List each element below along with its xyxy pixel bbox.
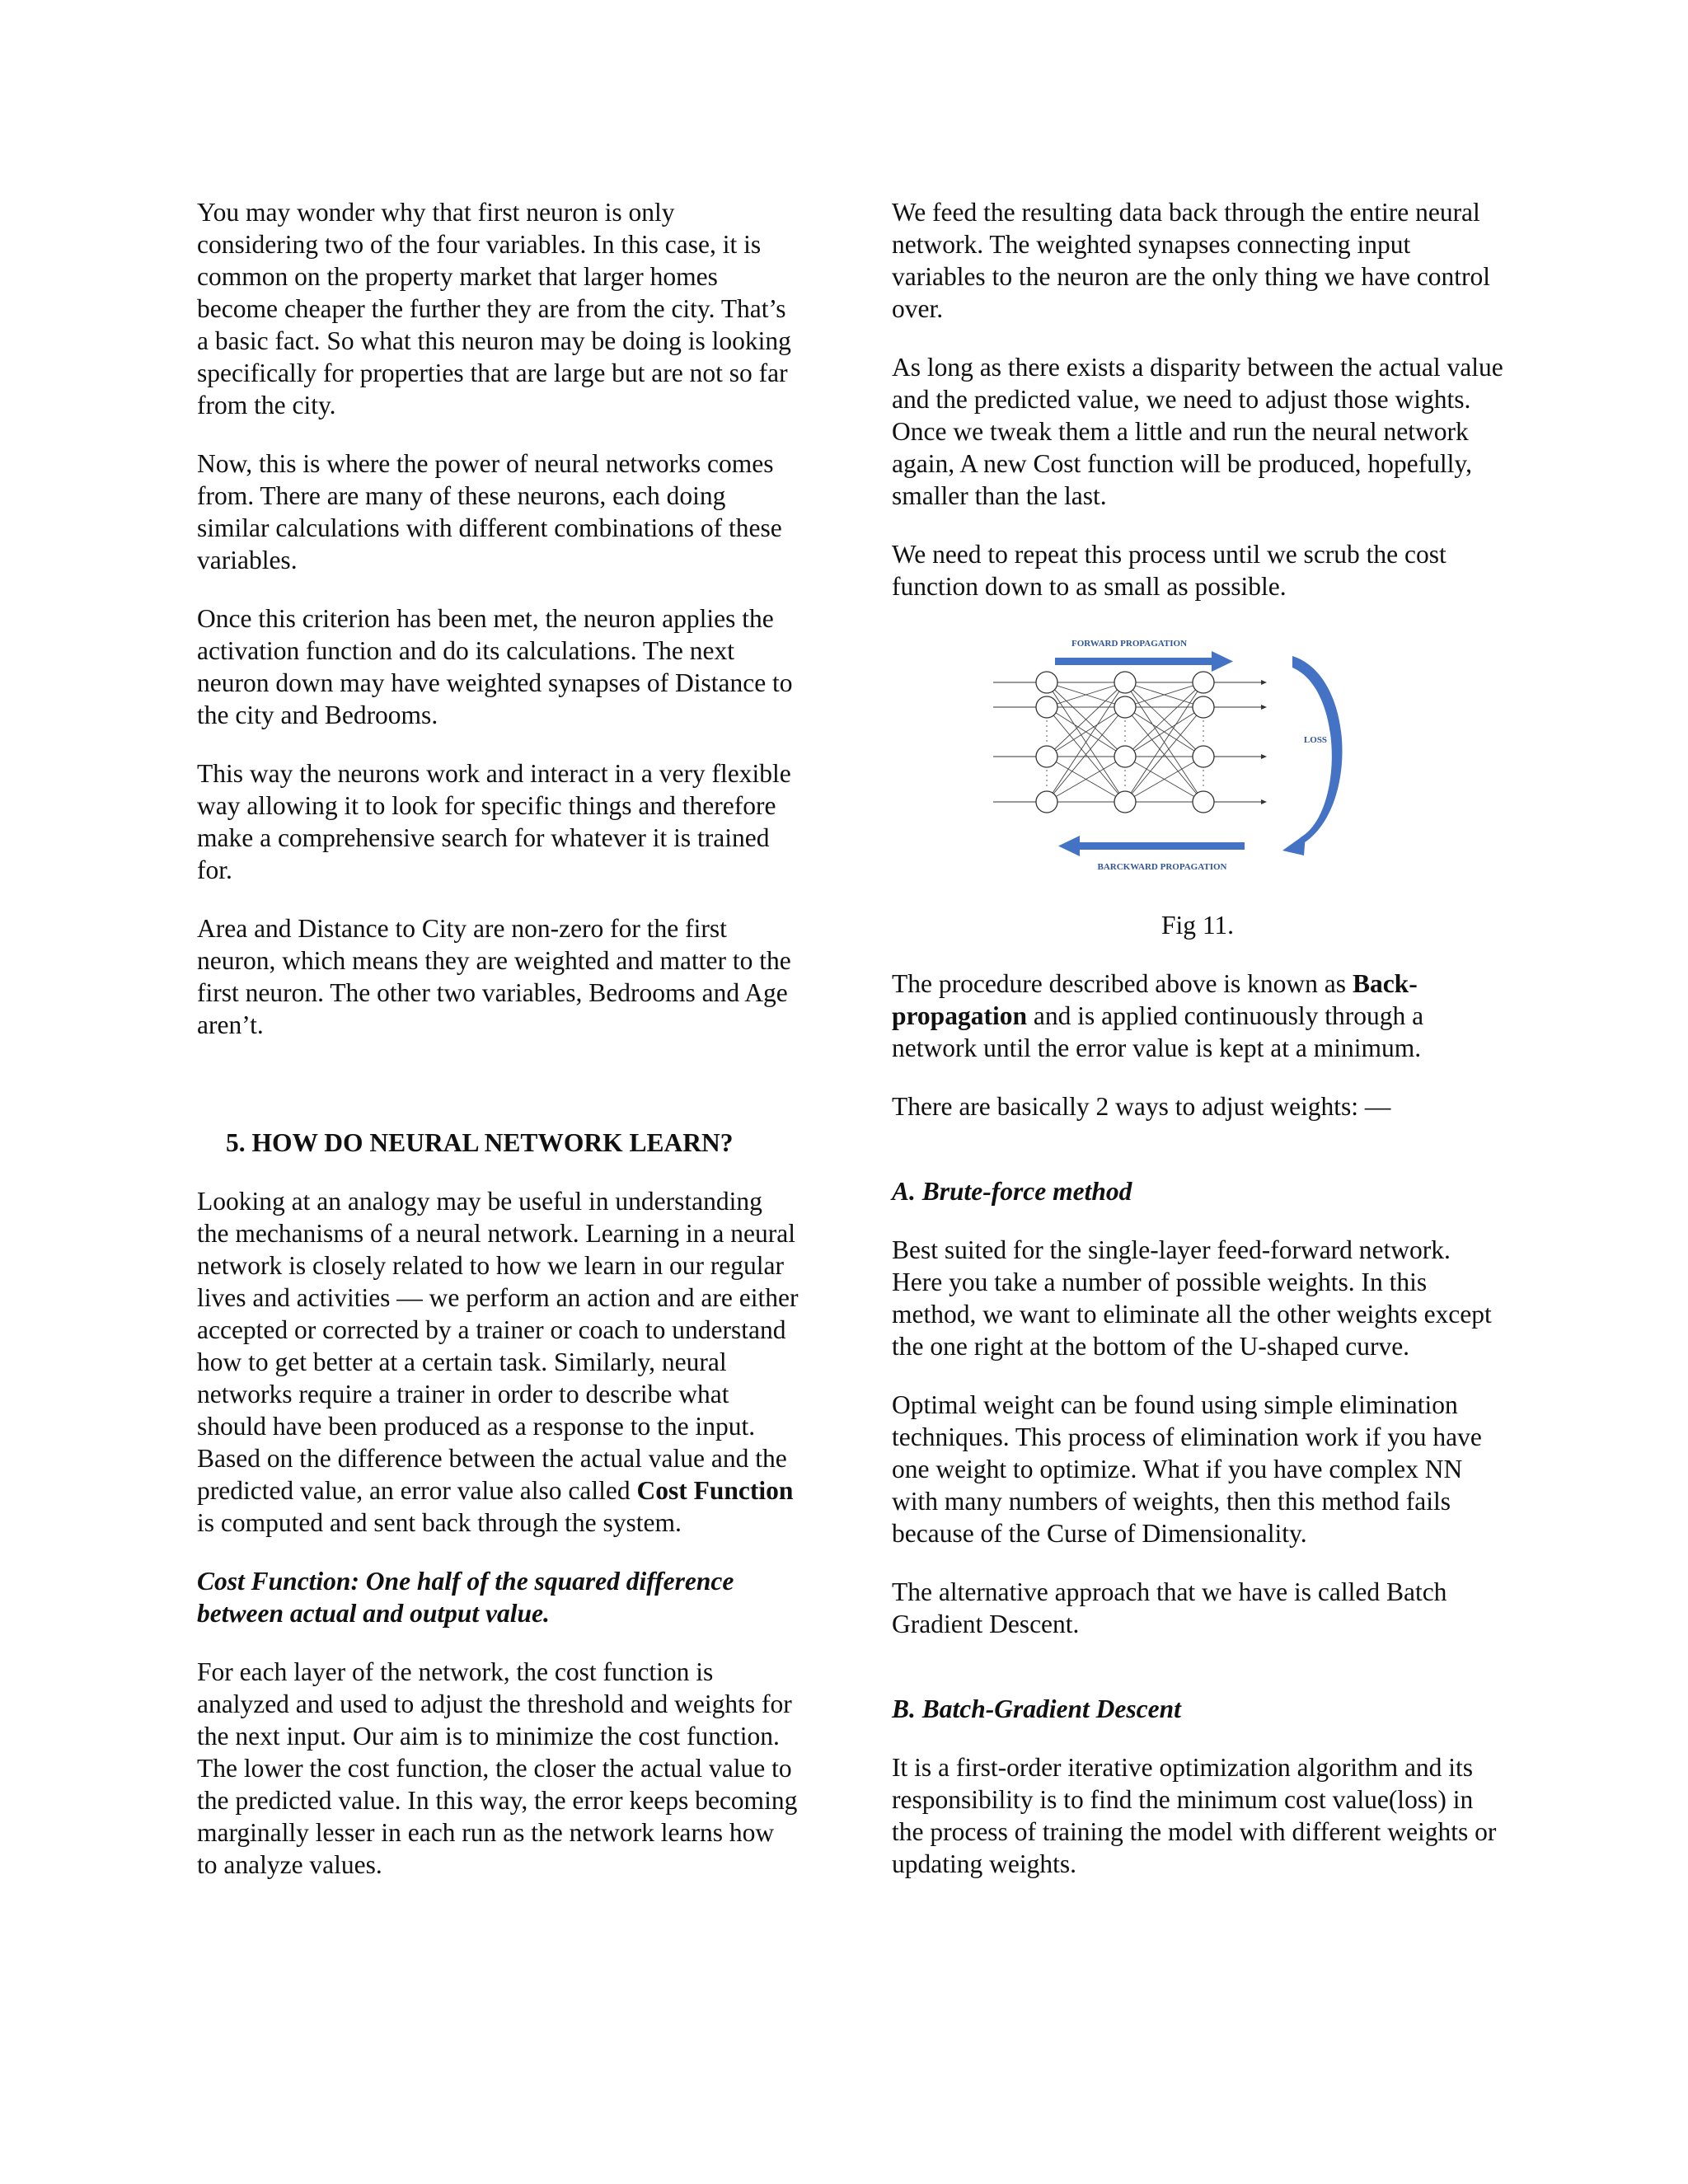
forward-propagation-label: FORWARD PROPAGATION [1071, 639, 1188, 649]
propagation-figure [989, 631, 1360, 879]
neuron [1193, 672, 1214, 693]
network-neurons [1036, 672, 1214, 813]
paragraph-neurons-interact: This way the neurons work and interact in a very flexible way allowing it to look for specific things and therefore make a comprehensive search for whatever it is trained for. [197, 759, 791, 884]
backward-propagation-label: BARCKWARD PROPAGATION [1097, 862, 1227, 872]
neuron [1114, 696, 1136, 718]
backprop-text-2: and is applied continuously through a network until the error value is kept at a minimum. [892, 1001, 1424, 1062]
backprop-text-1: The procedure described above is known as [892, 969, 1353, 998]
figure-caption: Fig 11. [1160, 911, 1235, 940]
right-column [892, 196, 1503, 1880]
output-arrowhead [1261, 680, 1267, 685]
neuron [1193, 696, 1214, 718]
section-heading-how-learn: 5. HOW DO NEURAL NETWORK LEARN? [226, 1128, 734, 1157]
cost-function-term: Cost Function [636, 1476, 794, 1505]
paragraph-power-of-networks: Now, this is where the power of neural networks comes from. There are many of these neurons, each doing similar calculations with different combinations of these variables. [197, 449, 782, 574]
left-column [197, 196, 800, 1881]
neuron [1114, 791, 1136, 813]
paragraph-two-ways: There are basically 2 ways to adjust weights: — [892, 1092, 1391, 1121]
paragraph-batch-gradient: It is a first-order iterative optimization algorithm and its responsibility is to find the minimum cost value(loss) in the process of training the model with different weights or updating weights. [892, 1753, 1497, 1878]
forward-arrow [1055, 651, 1233, 672]
neuron [1193, 746, 1214, 767]
paragraph-alternative: The alternative approach that we have is called Batch Gradient Descent. [892, 1577, 1447, 1638]
paragraph-backprop [892, 968, 1503, 1064]
neuron [1114, 746, 1136, 767]
output-arrowhead [1261, 799, 1267, 804]
output-arrowhead [1261, 705, 1267, 710]
paragraph-each-layer: For each layer of the network, the cost function is analyzed and used to adjust the threshold and weights for the next input. Our aim is to minimize the cost function. The lower the cost function, the closer the actual value to the predicted value. In this way, the error keeps becoming marginally lesser in each run as the network learns how to analyze values. [197, 1657, 798, 1879]
paragraph-optimal-weight: Optimal weight can be found using simple elimination techniques. This process of elimination work if you have one weight to optimize. What if you have complex NN with many numbers of weights, then this method fails because of the Curse of Dimensionality. [892, 1390, 1482, 1548]
loss-label: LOSS [1303, 735, 1328, 745]
analogy-text-2: is computed and sent back through the system. [197, 1508, 682, 1537]
analogy-text-1: Looking at an analogy may be useful in understanding the mechanisms of a neural network. Learning in a neural network is closely related to how we learn in our regular lives and activities — we perform an action and are either accepted or corrected by a trainer or coach to understand how to get better at a certain task. Similarly, neural networks require a trainer in order to describe what should have been produced as a response to the input. Based on the difference between the actual value and the predicted value, an error value also called [197, 1187, 799, 1505]
backward-arrow [1058, 836, 1245, 856]
paragraph-area-distance: Area and Distance to City are non-zero for the first neuron, which means they are weighted and matter to the first neuron. The other two variables, Bedrooms and Age aren’t. [197, 914, 791, 1039]
paragraph-neuron-variables: You may wonder why that first neuron is only considering two of the four variables. In this case, it is common on the property market that larger homes become cheaper the further they are from the city. That’s a basic fact. So what this neuron may be doing is looking specifically for properties that are large but are not so far from the city. [197, 198, 791, 419]
loss-curved-arrow [1282, 656, 1343, 855]
paragraph-disparity: As long as there exists a disparity between the actual value and the predicted value, we need to adjust those wights. Once we tweak them a little and run the neural network again, A new Cost function will be produced, hopefully, smaller than the last. [892, 353, 1503, 510]
neuron [1193, 791, 1214, 813]
neuron [1114, 672, 1136, 693]
neuron [1036, 672, 1057, 693]
paragraph-criterion-met: Once this criterion has been met, the neuron applies the activation function and do its calculations. The next neuron down may have weighted synapses of Distance to the city and Bedrooms. [197, 604, 793, 729]
paragraph-brute-force: Best suited for the single-layer feed-forward network. Here you take a number of possible weights. In this method, we want to eliminate all the other weights except the one right at the bottom of the U-shaped curve. [892, 1235, 1492, 1361]
output-arrowhead [1261, 754, 1267, 759]
neuron [1036, 746, 1057, 767]
neuron [1036, 791, 1057, 813]
cost-function-definition: Cost Function: One half of the squared difference between actual and output value. [197, 1567, 734, 1628]
backprop-term: Back-propagation [892, 969, 1418, 1030]
subheading-batch-gradient: B. Batch-Gradient Descent [892, 1694, 1181, 1723]
subheading-brute-force: A. Brute-force method [892, 1177, 1132, 1206]
paragraph-feed-back: We feed the resulting data back through the entire neural network. The weighted synapses connecting input variables to the neuron are the only thing we have control over. [892, 198, 1491, 323]
paragraph-repeat-process: We need to repeat this process until we scrub the cost function down to as small as possible. [892, 540, 1447, 601]
paragraph-analogy [197, 1185, 800, 1539]
neuron [1036, 696, 1057, 718]
